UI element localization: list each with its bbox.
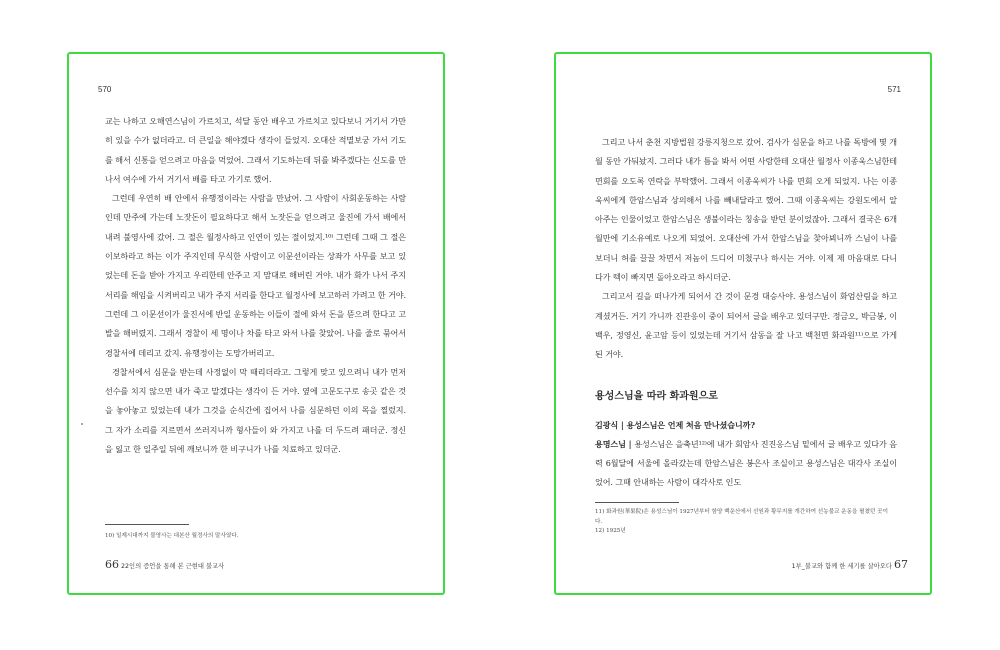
paragraph: 그리고 나서 춘천 지방법원 강릉지청으로 갔어. 검사가 심문을 하고 나를 독방에 몇 개월 동안 가둬놨지. 그러다 내가 틈을 봐서 어떤 사람한테 오대산 월정사 이종욱스님한테 면회를 오도록 연락을 부탁했어. 그래서 이종욱씨가 나를 면회 오게 되었지. 나는 이종욱씨에게 한암스님과 상의해서 나를 빼내달라고 했어. 그때 이종욱씨는 강원도에서 알아주는 인물이었고 한암스님은 생불이라는 칭송을 받던 분이었잖아. 그래서 결국은 6개월만에 기소유예로 나오게 되었어. 오대산에 가서 한암스님을 찾아뵈니까 스님이 나를 보더니 허를 끌끌 차면서 저놈이 드디어 미쳤구나 하시는 거야. 이제 제 마음대로 다니다가 떽이 빠지면 돌아오라고 하시더군. [595, 137, 897, 283]
speaker-label: 김광식 | [595, 419, 627, 430]
page-number: 570 [98, 85, 112, 94]
margin-mark [81, 423, 83, 425]
footnote-rule [595, 502, 679, 503]
footnote-rule [105, 524, 189, 525]
speaker-text: 용성스님은 을축년¹²⁾에 내가 회암사 진진응스님 밑에서 글 배우고 있다가 음력 6월달에 서울에 올라갔는데 한암스님은 봉은사 조실이고 용성스님은 대각사 조실이었어. 그때 안내하는 사람이 대각사로 인도 [595, 438, 897, 488]
page-footer [105, 558, 224, 571]
footer-book-title: 22인의 증언을 통해 본 근현대 불교사 [121, 563, 225, 570]
interview-line [595, 435, 897, 493]
paragraph: 경찰서에서 심문을 받는데 사정없이 막 때리더라고. 그렇게 맞고 있으려니 내가 먼저 선수를 치지 않으면 내가 죽고 말겠다는 생각이 든 거야. 옆에 고문도구로 송곳 같은 것을 놓아놓고 있었는데 내가 그것을 순식간에 집어서 나를 심문하던 이의 목을 찔렀지. 그 자가 소리를 지르면서 쓰러지니까 형사들이 와 가지고 나를 더 두드려 패더군. 정신을 잃고 한 일주일 뒤에 깨보니까 한 비구니가 나를 치료하고 있더군. [105, 366, 406, 455]
footnote: 12) 1925년 [595, 528, 626, 534]
footnotes [105, 532, 405, 542]
section-heading: 용성스님을 따라 화과원으로 [595, 390, 718, 402]
footer-book-title: 1부_불교와 함께 한 세기를 살아오다 [791, 563, 892, 570]
page-body [105, 112, 406, 459]
paragraph: 그리고서 길을 떠나가게 되어서 간 것이 문경 대승사야. 용성스님이 화엄산림을 하고 계셨거든. 거기 가니까 진관응이 중이 되어서 글을 배우고 있더구만. 정금오, 박금봉, 이백우, 정영신, 윤고암 등이 있었는데 거기서 삼동을 잘 나고 백천면 화과원¹¹⁾으로 가게 된 거야. [595, 291, 897, 360]
right-page [554, 52, 932, 595]
footnotes [595, 508, 895, 537]
page-number: 571 [887, 85, 901, 94]
footnote: 11) 화과원(華果院)은 용성스님이 1927년부터 함양 백운산에서 선원과 황무지를 개간하여 선농불교 운동을 펼쳤던 곳이다. [595, 509, 888, 525]
footer-page-number: 67 [894, 558, 908, 571]
speaker-label: 용명스님 | [595, 438, 635, 449]
page-footer [792, 558, 908, 571]
footnote: 10) 일제시대까지 불영사는 대본산 월정사의 말사였다. [105, 533, 239, 539]
speaker-text: 용성스님은 언제 처음 만나셨습니까? [626, 419, 756, 430]
footer-page-number: 66 [105, 558, 119, 571]
page-body [595, 133, 897, 493]
left-page [67, 52, 445, 595]
paragraph: 교는 나하고 오해연스님이 가르치고, 석달 동안 배우고 가르치고 있다보니 거기서 가만히 있을 수가 없더라고. 더 큰일을 해야겠다 생각이 들었지. 오대산 적멸보궁 가서 기도를 해서 신통을 얻으려고 마음을 먹었어. 그래서 기도하는데 뒤를 봐주겠다는 신도를 만나서 여수에 가서 거기서 배를 타고 가기로 했어. [105, 116, 406, 184]
paragraph: 그런데 우연히 배 안에서 유행정이라는 사람을 만났어. 그 사람이 사회운동하는 사람인데 만주에 가는데 노잣돈이 필요하다고 해서 노잣돈을 얻으려고 울진에 가서 배에서 내려 불영사에 갔어. 그 절은 월정사하고 인연이 있는 절이었지.¹⁰⁾ 그런데 그때 그 절은 이보하라고 하는 이가 주지인데 무식한 사람이고 이문선이라는 상좌가 사무를 보고 있었는데 돈을 받아 가지고 우리한테 안주고 지 맘대로 해버린 거야. 내가 화가 나서 주지 서리를 해임을 시켜버리고 내가 주지 서리를 한다고 월정사에 보고하러 가려고 한 거야. 그런데 그 이문선이가 울진서에 반일 운동하는 이들이 절에 와서 돈을 뜯으려 한다고 고발을 해버렸지. 그래서 경찰이 세 명이나 차를 타고 와서 나를 찾았어. 나를 줄로 묶어서 경찰서에 데리고 갔지. 유행정이는 도망가버리고. [105, 193, 406, 358]
interview-line [595, 416, 897, 435]
